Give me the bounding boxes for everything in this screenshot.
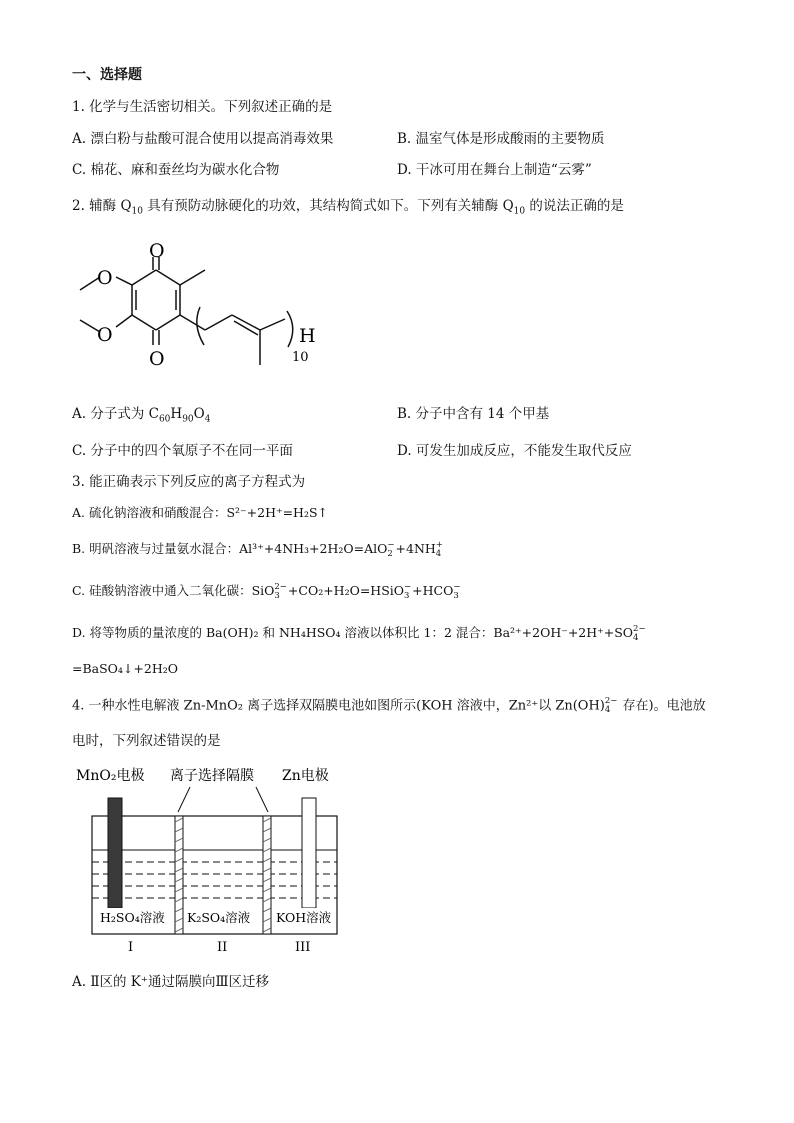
- hydrogen-label: H: [299, 325, 316, 347]
- q3-option-c: C. 硅酸钠溶液中通入二氧化碳：SiO 2− 3 +CO₂+H₂O=HSiO − 3 +HCO − 3: [72, 581, 461, 601]
- q4-stem-line2: 电时，下列叙述错误的是: [72, 733, 221, 749]
- methoxy-oxygen-2: O: [97, 324, 113, 346]
- oxygen-top-label: O: [149, 240, 165, 262]
- q2-option-d: D. 可发生加成反应，不能发生取代反应: [397, 443, 632, 459]
- q2-option-b: B. 分子中含有 14 个甲基: [397, 406, 550, 422]
- membrane-left: [175, 816, 183, 934]
- section-title: 一、选择题: [72, 67, 142, 83]
- q2-option-a: A. 分子式为 $C_{60}H_{90}O_4$: [72, 406, 211, 425]
- k2so4-solution-label: K₂SO₄溶液: [187, 910, 251, 925]
- q1-stem: 1. 化学与生活密切相关。下列叙述正确的是: [72, 99, 333, 115]
- q3-option-b: B. 明矾溶液与过量氨水混合：Al³⁺+4NH₃+2H₂O=AlO − 2 +4NH + 4: [72, 539, 443, 559]
- q3-stem: 3. 能正确表示下列反应的离子方程式为: [72, 474, 306, 490]
- repeat-count-label: 10: [292, 350, 309, 365]
- mno2-electrode-label: MnO₂电极: [76, 768, 145, 784]
- q1-option-c: C. 棉花、麻和蚕丝均为碳水化合物: [72, 162, 280, 178]
- zone-3-label: III: [295, 940, 311, 955]
- coenzyme-q10-structure: [70, 235, 340, 380]
- zn-electrode: [302, 798, 316, 908]
- q3-option-d: D. 将等物质的量浓度的 Ba(OH)₂ 和 NH₄HSO₄ 溶液以体积比 1：2 混合：Ba²⁺+2OH⁻+2H⁺+SO 2− 4: [72, 623, 646, 643]
- h2so4-solution-label: H₂SO₄溶液: [100, 910, 165, 925]
- membrane-right: [263, 816, 271, 934]
- battery-diagram: [70, 762, 370, 962]
- q2-stem: 2. 辅酶 $Q_{10}$ 具有预防动脉硬化的功效，其结构简式如下。下列有关辅酶 $Q_{10}$ 的说法正确的是: [72, 198, 624, 217]
- methoxy-oxygen-1: O: [97, 267, 113, 289]
- zone-1-label: I: [128, 940, 134, 955]
- q4-stem: 4. 一种水性电解液 Zn-MnO₂ 离子选择双隔膜电池如图所示(KOH 溶液中，Zn²⁺以 Zn(OH) 2− 4 存在)。电池放: [72, 696, 706, 715]
- koh-solution-label: KOH溶液: [276, 910, 332, 925]
- zn-electrode-label: Zn电极: [282, 768, 329, 784]
- zone-2-label: II: [217, 940, 228, 955]
- oxygen-bottom-label: O: [149, 348, 165, 370]
- q1-option-a: A. 漂白粉与盐酸可混合使用以提高消毒效果: [72, 131, 334, 147]
- q1-option-b: B. 温室气体是形成酸雨的主要物质: [397, 131, 605, 147]
- q4-option-a: A. Ⅱ区的 K⁺通过隔膜向Ⅲ区迁移: [72, 974, 270, 990]
- q3-option-d-line2: =BaSO₄↓+2H₂O: [72, 661, 178, 676]
- mno2-electrode: [108, 798, 122, 908]
- q2-option-c: C. 分子中的四个氧原子不在同一平面: [72, 443, 293, 459]
- q3-option-a: A. 硫化钠溶液和硝酸混合：S²⁻+2H⁺=H₂S↑: [72, 505, 328, 520]
- q1-option-d: D. 干冰可用在舞台上制造“云雾”: [397, 162, 592, 178]
- membrane-label: 离子选择隔膜: [170, 768, 254, 784]
